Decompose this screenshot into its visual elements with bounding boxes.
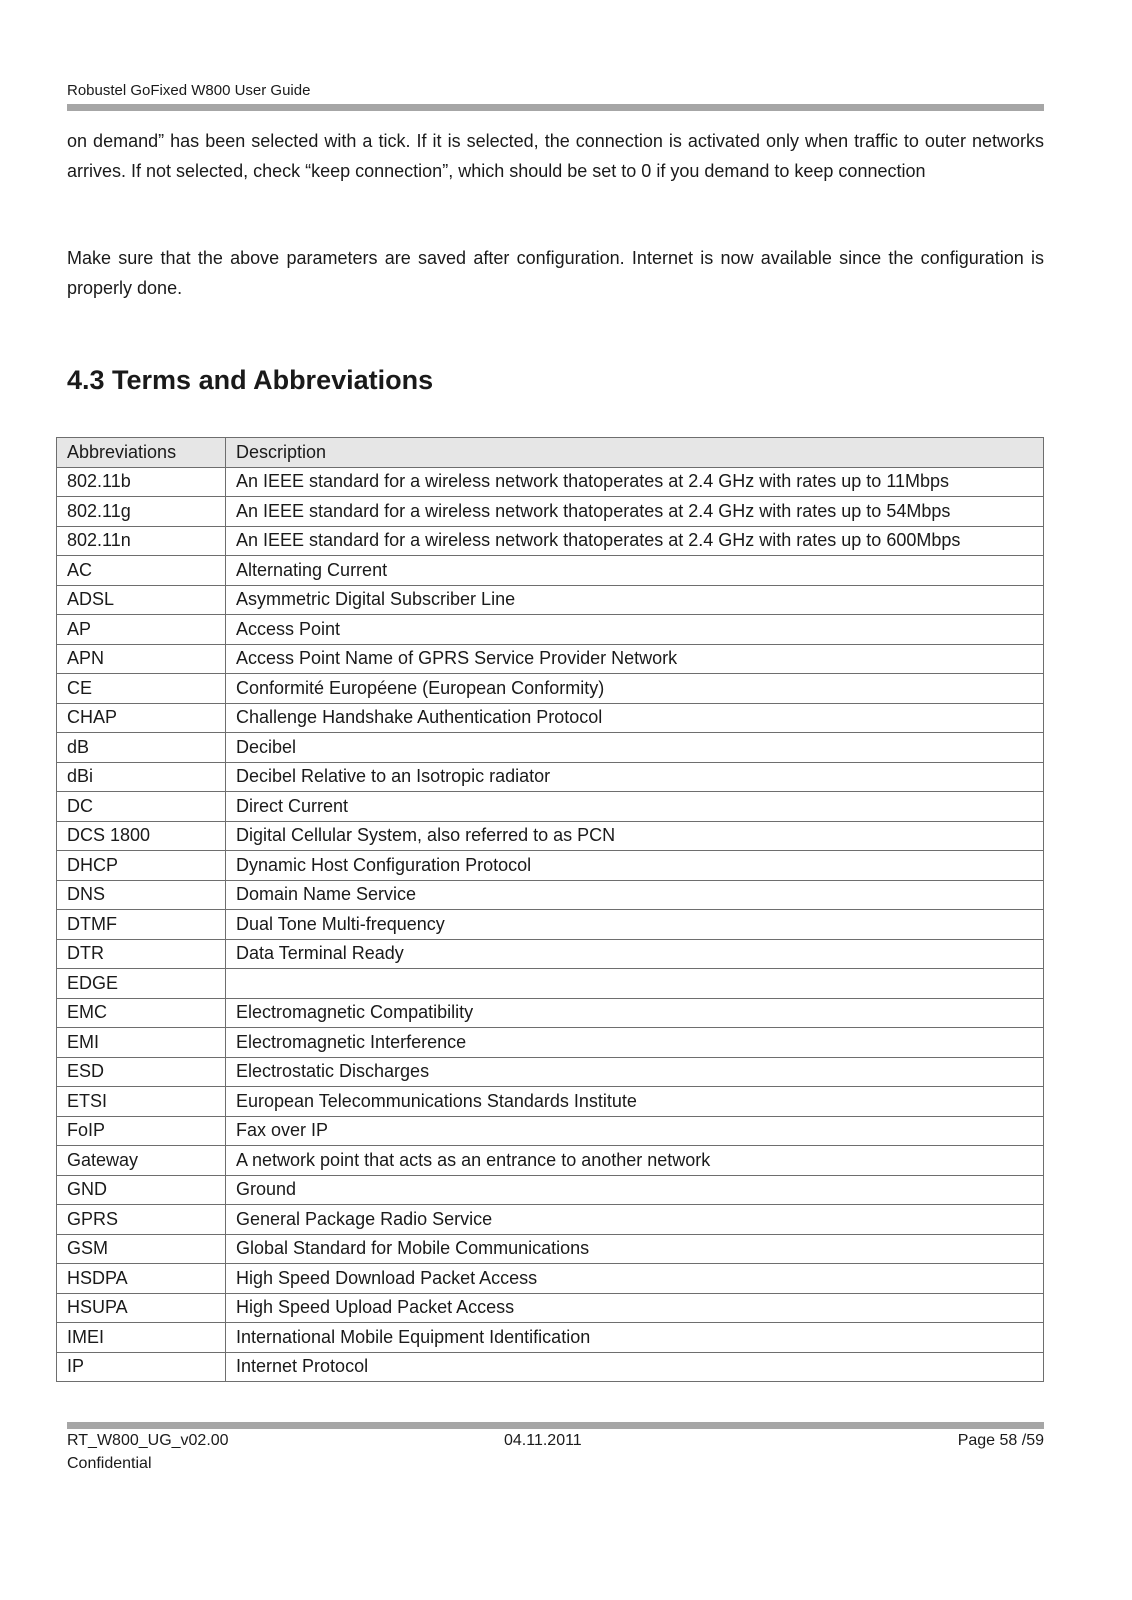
- description-cell: Electromagnetic Interference: [226, 1028, 1044, 1058]
- table-row: [57, 1323, 1044, 1353]
- abbreviation-cell: AC: [57, 556, 226, 586]
- description-cell: Digital Cellular System, also referred to as PCN: [226, 821, 1044, 851]
- header-rule: [67, 104, 1044, 111]
- abbreviation-cell: GPRS: [57, 1205, 226, 1235]
- abbreviation-cell: EMI: [57, 1028, 226, 1058]
- abbreviation-cell: DTR: [57, 939, 226, 969]
- abbreviation-cell: FoIP: [57, 1116, 226, 1146]
- abbreviation-cell: dB: [57, 733, 226, 763]
- table-row: [57, 1057, 1044, 1087]
- table-row: [57, 1116, 1044, 1146]
- table-row: [57, 1264, 1044, 1294]
- description-cell: Electromagnetic Compatibility: [226, 998, 1044, 1028]
- abbreviation-cell: HSDPA: [57, 1264, 226, 1294]
- description-cell: European Telecommunications Standards Institute: [226, 1087, 1044, 1117]
- description-cell: Decibel: [226, 733, 1044, 763]
- description-cell: Global Standard for Mobile Communications: [226, 1234, 1044, 1264]
- abbreviations-table: [56, 437, 1044, 1382]
- description-cell: Fax over IP: [226, 1116, 1044, 1146]
- abbreviation-cell: ESD: [57, 1057, 226, 1087]
- table-row: [57, 497, 1044, 527]
- table-row: [57, 1087, 1044, 1117]
- table-row: [57, 792, 1044, 822]
- description-cell: A network point that acts as an entrance to another network: [226, 1146, 1044, 1176]
- description-cell: International Mobile Equipment Identification: [226, 1323, 1044, 1353]
- abbreviation-cell: DC: [57, 792, 226, 822]
- abbreviation-cell: HSUPA: [57, 1293, 226, 1323]
- description-cell: Access Point: [226, 615, 1044, 645]
- abbreviation-cell: IP: [57, 1352, 226, 1382]
- abbreviation-cell: AP: [57, 615, 226, 645]
- description-cell: Domain Name Service: [226, 880, 1044, 910]
- description-cell: An IEEE standard for a wireless network thatoperates at 2.4 GHz with rates up to 600Mbps: [226, 526, 1044, 556]
- table-row: [57, 674, 1044, 704]
- abbreviation-cell: CHAP: [57, 703, 226, 733]
- section-heading: 4.3 Terms and Abbreviations: [67, 365, 434, 395]
- abbreviation-cell: DCS 1800: [57, 821, 226, 851]
- table-row: [57, 585, 1044, 615]
- abbreviation-cell: ETSI: [57, 1087, 226, 1117]
- table-row: [57, 1205, 1044, 1235]
- table-row: [57, 969, 1044, 999]
- table-row: [57, 998, 1044, 1028]
- description-cell: Direct Current: [226, 792, 1044, 822]
- table-row: [57, 1234, 1044, 1264]
- abbreviation-cell: Gateway: [57, 1146, 226, 1176]
- abbreviation-cell: CE: [57, 674, 226, 704]
- description-cell: Conformité Européene (European Conformity): [226, 674, 1044, 704]
- description-cell: Alternating Current: [226, 556, 1044, 586]
- footer-date: 04.11.2011: [504, 1432, 582, 1449]
- table-row: [57, 733, 1044, 763]
- table-row: [57, 526, 1044, 556]
- footer-document-id: RT_W800_UG_v02.00: [67, 1432, 229, 1449]
- description-cell: General Package Radio Service: [226, 1205, 1044, 1235]
- abbreviation-cell: DTMF: [57, 910, 226, 940]
- footer-confidential: Confidential: [67, 1455, 152, 1472]
- footer-rule: [67, 1422, 1044, 1429]
- table-row: [57, 1352, 1044, 1382]
- description-cell: Internet Protocol: [226, 1352, 1044, 1382]
- abbreviation-cell: EMC: [57, 998, 226, 1028]
- description-cell: Electrostatic Discharges: [226, 1057, 1044, 1087]
- description-cell: Dual Tone Multi-frequency: [226, 910, 1044, 940]
- body-paragraph: on demand” has been selected with a tick. If it is selected, the connection is activated only when traffic to outer networks arrives. If not selected, check “keep connection”, which should be set to 0 if you demand to keep connection: [67, 131, 1044, 181]
- description-cell: An IEEE standard for a wireless network thatoperates at 2.4 GHz with rates up to 11Mbps: [226, 467, 1044, 497]
- abbreviation-cell: DHCP: [57, 851, 226, 881]
- description-cell: High Speed Download Packet Access: [226, 1264, 1044, 1294]
- table-body: [57, 467, 1044, 1382]
- table-row: [57, 880, 1044, 910]
- table-row: [57, 1293, 1044, 1323]
- body-paragraph: Make sure that the above parameters are saved after configuration. Internet is now available since the configuration is properly done.: [67, 248, 1044, 298]
- table-row: [57, 703, 1044, 733]
- table-row: [57, 615, 1044, 645]
- table-row: [57, 467, 1044, 497]
- description-cell: Asymmetric Digital Subscriber Line: [226, 585, 1044, 615]
- table-row: [57, 939, 1044, 969]
- description-cell: An IEEE standard for a wireless network thatoperates at 2.4 GHz with rates up to 54Mbps: [226, 497, 1044, 527]
- abbreviation-cell: dBi: [57, 762, 226, 792]
- abbreviation-cell: GND: [57, 1175, 226, 1205]
- abbreviation-cell: EDGE: [57, 969, 226, 999]
- table-row: [57, 1175, 1044, 1205]
- table-row: [57, 1028, 1044, 1058]
- abbreviation-cell: 802.11g: [57, 497, 226, 527]
- running-header: Robustel GoFixed W800 User Guide: [67, 82, 311, 99]
- column-header-description: Description: [226, 438, 1044, 468]
- description-cell: [226, 969, 1044, 999]
- table-row: [57, 851, 1044, 881]
- description-cell: Ground: [226, 1175, 1044, 1205]
- table-row: [57, 821, 1044, 851]
- abbreviation-cell: 802.11n: [57, 526, 226, 556]
- description-cell: Data Terminal Ready: [226, 939, 1044, 969]
- abbreviation-cell: ADSL: [57, 585, 226, 615]
- table-row: [57, 644, 1044, 674]
- table-row: [57, 910, 1044, 940]
- abbreviation-cell: 802.11b: [57, 467, 226, 497]
- description-cell: Challenge Handshake Authentication Protocol: [226, 703, 1044, 733]
- table-header-row: [57, 438, 1044, 468]
- abbreviation-cell: APN: [57, 644, 226, 674]
- abbreviation-cell: IMEI: [57, 1323, 226, 1353]
- footer-page-number: Page 58 /59: [957, 1432, 1044, 1449]
- table-row: [57, 556, 1044, 586]
- description-cell: High Speed Upload Packet Access: [226, 1293, 1044, 1323]
- abbreviation-cell: DNS: [57, 880, 226, 910]
- abbreviation-cell: GSM: [57, 1234, 226, 1264]
- description-cell: Access Point Name of GPRS Service Provider Network: [226, 644, 1044, 674]
- description-cell: Dynamic Host Configuration Protocol: [226, 851, 1044, 881]
- description-cell: Decibel Relative to an Isotropic radiator: [226, 762, 1044, 792]
- column-header-abbreviations: Abbreviations: [57, 438, 226, 468]
- table-row: [57, 762, 1044, 792]
- table-row: [57, 1146, 1044, 1176]
